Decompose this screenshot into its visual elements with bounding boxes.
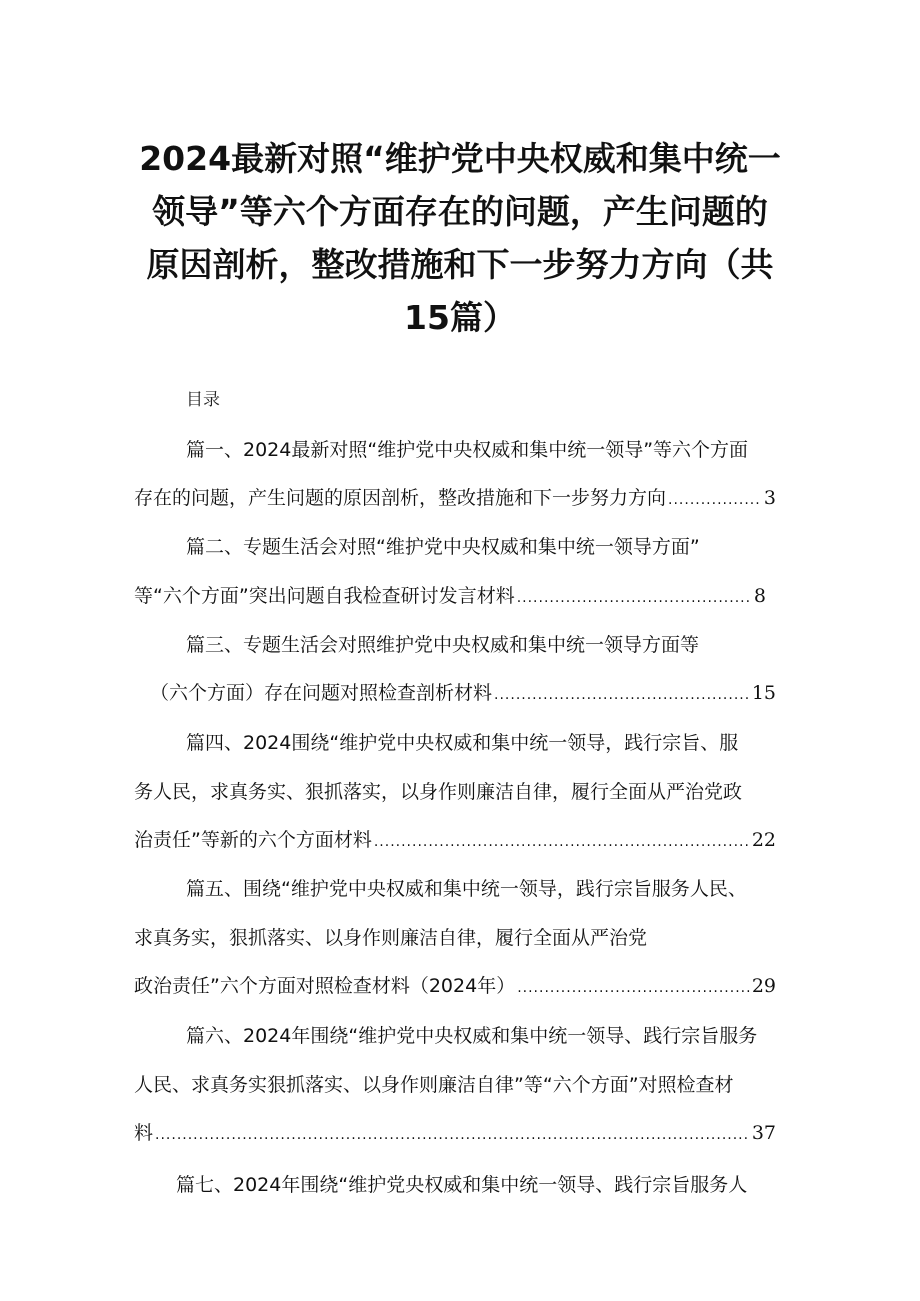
toc-entry-2-text: 等“六个方面”突出问题自我检查研讨发言材料 (134, 585, 515, 607)
toc-entry-5-text: 政治责任”六个方面对照检查材料（2024年） (134, 975, 516, 997)
toc-entry-4-line-1[interactable]: 篇四、2024围绕“维护党中央权威和集中统一领导，践行宗旨、服 (186, 732, 739, 754)
toc-entry-6-line-1[interactable]: 篇六、2024年围绕“维护党中央权威和集中统一领导、践行宗旨服务 (186, 1025, 758, 1047)
title-line-2: 领导”等六个方面存在的问题，产生问题的 (152, 192, 768, 231)
dot-leader (155, 1122, 750, 1148)
toc-entry-2-line-1[interactable]: 篇二、专题生活会对照“维护党中央权威和集中统一领导方面” (186, 536, 700, 558)
dot-leader (494, 682, 750, 708)
toc-entry-1-line-1[interactable]: 篇一、2024最新对照“维护党中央权威和集中统一领导”等六个方面 (186, 439, 749, 461)
toc-entry-2-page: 8 (753, 585, 766, 607)
toc-entry-7-line-1[interactable]: 篇七、2024年围绕“维护党央权威和集中统一领导、践行宗旨服务人 (176, 1174, 748, 1196)
toc-entry-1-last-line[interactable] (134, 485, 776, 513)
toc-entry-3-text: （六个方面）存在问题对照检查剖析材料 (150, 682, 493, 704)
toc-entry-3-last-line[interactable] (150, 680, 776, 708)
toc-entry-4-last-line[interactable] (134, 827, 776, 855)
toc-entry-5-line-2[interactable]: 求真务实，狠抓落实、以身作则廉洁自律，履行全面从严治党 (134, 927, 648, 949)
toc-heading: 目录 (186, 390, 220, 410)
dot-leader (374, 829, 750, 855)
document-title (130, 132, 790, 344)
title-line-1: 2024最新对照“维护党中央权威和集中统一 (139, 139, 781, 178)
toc-entry-5-last-line[interactable] (134, 973, 776, 1001)
toc-entry-4-text: 治责任”等新的六个方面材料 (134, 829, 372, 851)
toc-entry-4-line-2[interactable]: 务人民，求真务实、狠抓落实，以身作则廉洁自律，履行全面从严治党政 (134, 781, 743, 803)
toc-entry-3-page: 15 (751, 682, 776, 704)
title-line-3: 原因剖析，整改措施和下一步努力方向（共 (146, 245, 774, 284)
dot-leader (668, 487, 762, 513)
dot-leader (517, 975, 750, 1001)
toc-entry-2-last-line[interactable] (134, 583, 766, 611)
toc-entry-3-line-1[interactable]: 篇三、专题生活会对照维护党中央权威和集中统一领导方面等 (186, 634, 700, 656)
toc-entry-1-text: 存在的问题，产生问题的原因剖析，整改措施和下一步努力方向 (134, 487, 667, 509)
toc-entry-6-last-line[interactable] (134, 1120, 776, 1148)
toc-entry-5-line-1[interactable]: 篇五、围绕“维护党中央权威和集中统一领导，践行宗旨服务人民、 (186, 878, 747, 900)
toc-entry-6-page: 37 (751, 1122, 776, 1144)
toc-entry-4-page: 22 (751, 829, 776, 851)
toc-entry-5-page: 29 (751, 975, 776, 997)
toc-entry-6-text: 料 (134, 1122, 154, 1144)
dot-leader (517, 585, 752, 611)
toc-entry-6-line-2[interactable]: 人民、求真务实狠抓落实、以身作则廉洁自律”等“六个方面”对照检查材 (134, 1074, 734, 1096)
toc-entry-1-page: 3 (763, 487, 776, 509)
title-line-4: 15篇） (404, 298, 516, 337)
